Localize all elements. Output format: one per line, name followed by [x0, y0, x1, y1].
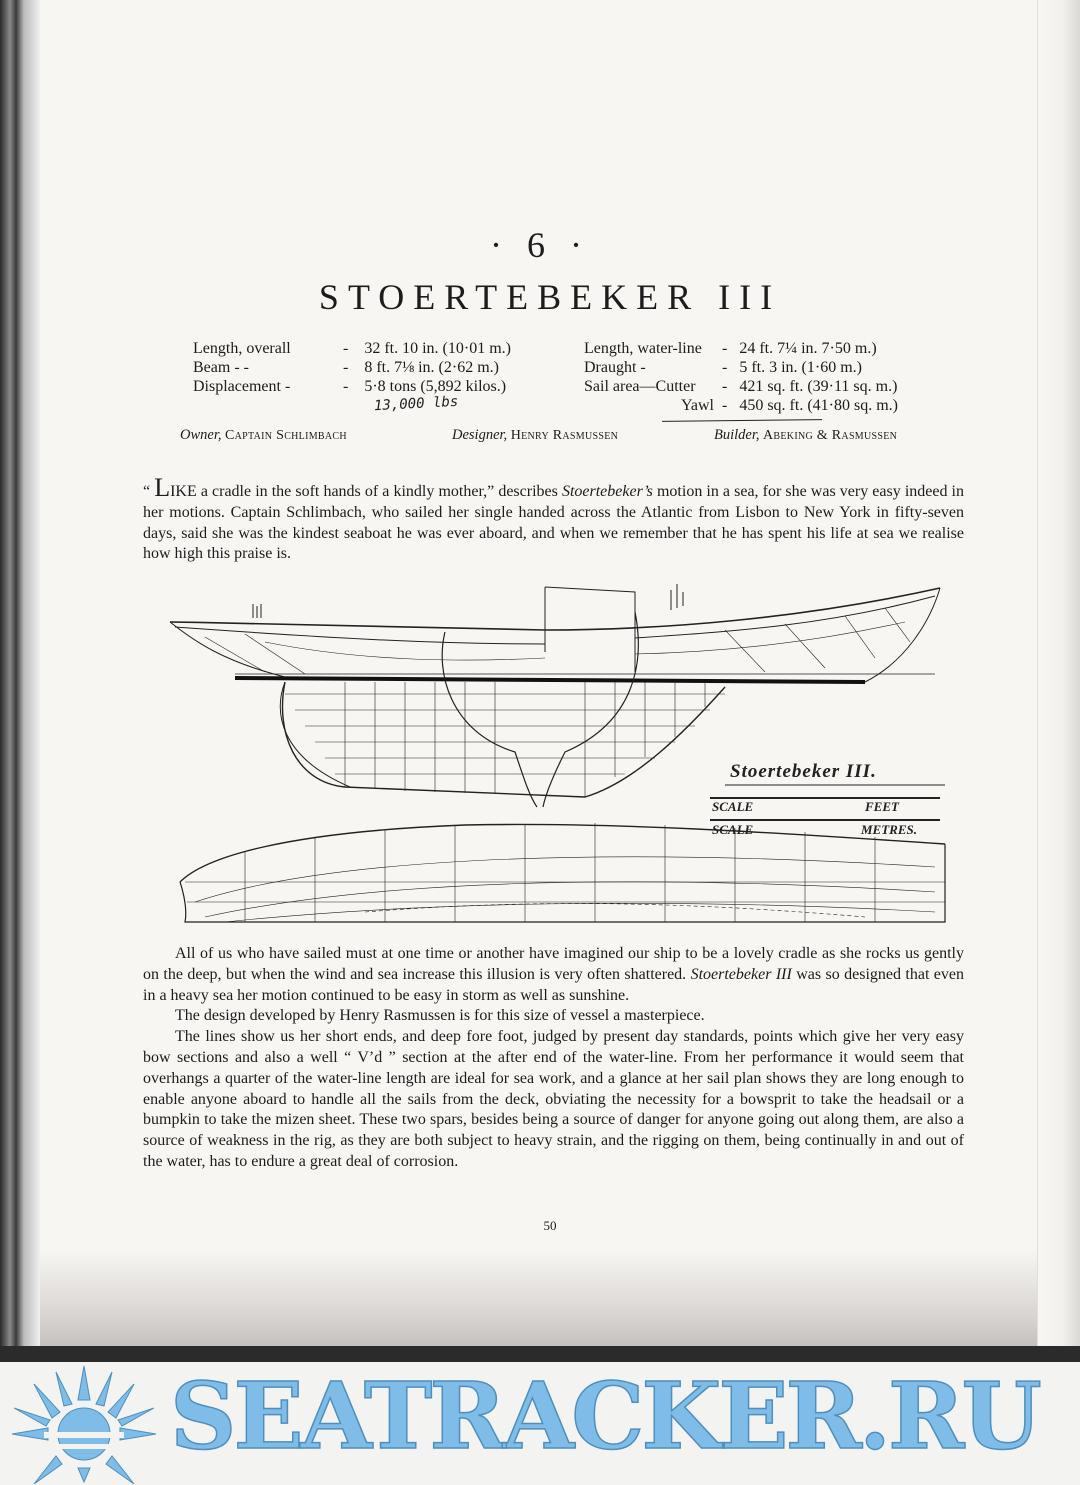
chapter-number: · 6 · — [490, 225, 590, 265]
book-spine-shadow — [0, 0, 40, 1360]
watermark-text: SEATRACKER.RU — [170, 1362, 1039, 1470]
page-right-edge — [1037, 0, 1080, 1360]
intro-paragraph: “ LIKE a cradle in the soft hands of a kindly mother,” describes Stoertebeker’s motion in a sea, for she was very easy indeed in her motions. Captain Schlimbach, who sailed her single handed across the Atlantic from Lisbon to New York in fifty-seven days, said she was the kindest seaboat he was ever aboard, and when we remember that he has spent his life at sea we realise how high this praise is. — [143, 473, 964, 563]
page-title: STOERTEBEKER III — [318, 277, 782, 317]
page-bottom-shadow — [40, 1250, 1040, 1360]
drawing-title: Stoertebeker III. — [730, 761, 877, 782]
handwritten-note: 13,000 lbs — [373, 393, 459, 415]
spec-beam: Beam - - - 8 ft. 7⅛ in. (2·62 m.) — [193, 359, 499, 376]
spec-draught: Draught - - 5 ft. 3 in. (1·60 m.) — [584, 359, 862, 376]
drop-cap: L — [154, 473, 171, 502]
page-number: 50 — [543, 1218, 557, 1233]
spec-sail-area-cutter: Sail area—Cutter - 421 sq. ft. (39·11 sq. m.) — [584, 378, 898, 395]
specs-left-column — [193, 339, 553, 396]
handwritten-underline — [662, 419, 822, 422]
scale-metres-label: SCALE — [712, 822, 754, 837]
spec-length-overall: Length, overall - 32 ft. 10 in. (10·01 m.) — [193, 340, 511, 357]
spec-sail-area-yawl: Yawl - 450 sq. ft. (41·80 sq. m.) — [680, 397, 898, 414]
scale-feet-label: SCALE — [712, 799, 754, 814]
scan-edge-bar — [0, 1346, 1080, 1362]
credit-builder: Builder, Abeking & Rasmussen — [714, 427, 898, 443]
paragraph: The lines show us her short ends, and deep fore foot, judged by present day standards, points which give her very easy bow sections and also a well “ V’d ” section at the after end of the water-line. From her performance it would seem that overhangs a quarter of the water-line length are ideal for sea work, and a glance at her sail plan shows they are long enough to enable anyone aboard to handle all the sails from the deck, obviating the necessity for a bowsprit to take the headsail or a bumpkin to take the mizen sheet. These two spars, besides being a source of danger for anyone going out along them, are also a source of weakness in the rig, as they are both subject to heavy strain, and the rigging on them, being continually in and out of the water, has to endure a great deal of corrosion. — [143, 1028, 964, 1170]
paragraph: All of us who have sailed must at one time or another have imagined our ship to be a lovely cradle as she rocks us gently on the deep, but when the wind and sea increase this illusion is very often shattered. Stoertebeker III was so designed that even in a heavy sea her motion continued to be easy in storm as well as sunshine. — [143, 945, 965, 1004]
scale-feet-unit: FEET — [865, 799, 899, 814]
credit-designer: Designer, Henry Rasmussen — [452, 427, 619, 443]
paragraph: The design developed by Henry Rasmussen is for this size of vessel a masterpiece. — [175, 1007, 705, 1025]
sun-logo-icon — [4, 1364, 164, 1484]
specs-right-column — [584, 339, 944, 415]
body-text — [143, 944, 964, 1173]
spec-displacement: Displacement - - 5·8 tons (5,892 kilos.) — [193, 378, 507, 395]
credit-owner: Owner, Captain Schlimbach — [180, 427, 347, 443]
scale-metres-unit: METRES. — [861, 822, 917, 837]
spec-length-waterline: Length, water-line - 24 ft. 7¼ in. 7·50 m.) — [584, 340, 877, 357]
hull-lines-drawing — [165, 582, 955, 932]
